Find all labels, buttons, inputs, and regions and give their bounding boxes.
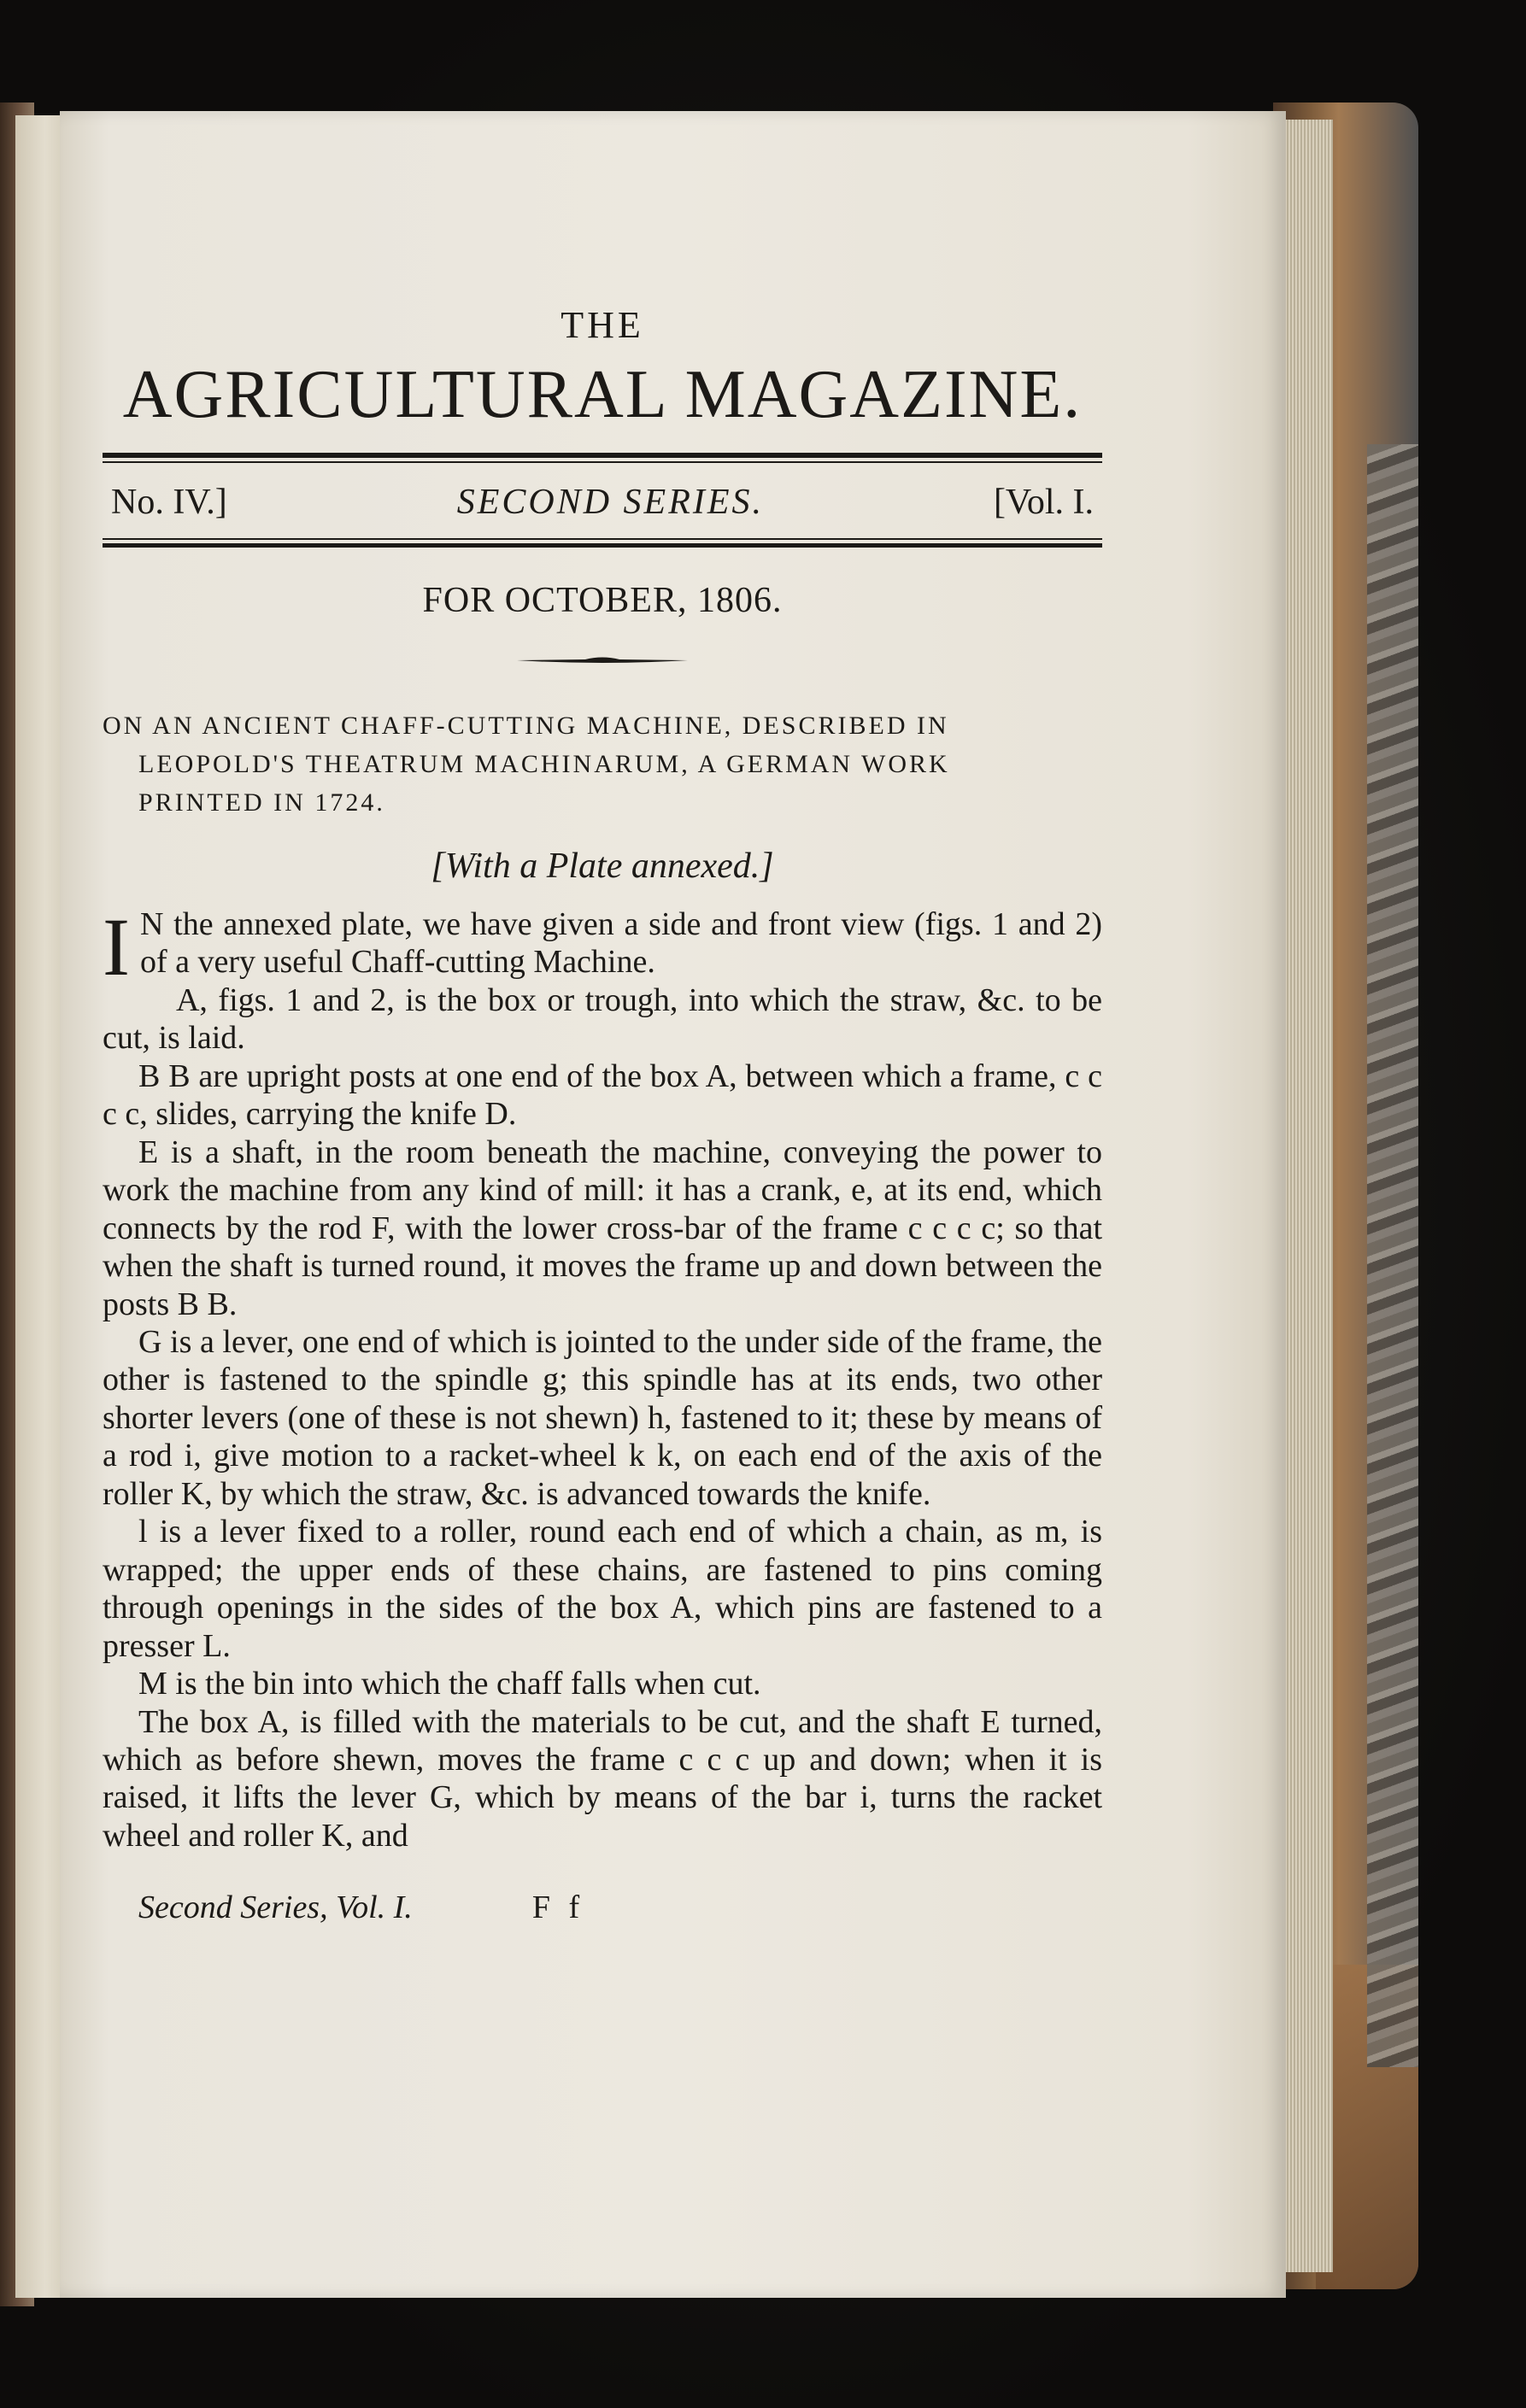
masthead-the: THE: [561, 304, 644, 346]
paragraph: G is a lever, one end of which is jointed to the under side of the frame, the other is fastened to the spindle g; this spindle has at its ends, two other shorter levers (one of these is not shewn) h, fastened to it; these by means of a rod i, give motion to a racket-wheel k k, on each end of the axis of the roller K, by which the straw, &c. is advanced towards the knife.: [103, 1323, 1102, 1512]
heading-line-2: LEOPOLD'S THEATRUM MACHINARUM, A GERMAN WORK: [138, 750, 950, 778]
issue-number: No. IV.]: [111, 483, 227, 522]
marbled-board: [1367, 444, 1418, 2067]
paragraph: M is the bin into which the chaff falls when cut.: [138, 1666, 761, 1702]
volume-label: [Vol. I.: [993, 483, 1094, 522]
drop-cap: I: [103, 901, 130, 993]
article-heading: [103, 706, 1102, 822]
article-body: [103, 901, 1102, 1854]
series-label: SECOND SERIES.: [456, 483, 764, 522]
paragraph: l is a lever fixed to a roller, round each end of which a chain, as m, is wrapped; the upper ends of these chains, are fastened to pins coming through openings in the sides of the box A, which pins are fastened to a presser L.: [103, 1514, 1102, 1664]
paragraph: The box A, is filled with the materials to be cut, and the shaft E turned, which as before shewn, moves the frame c c c up and down; when it is raised, it lifts the lever G, which by means of the bar i, turns the racket wheel and roller K, and: [103, 1703, 1102, 1854]
plate-note: [With a Plate annexed.]: [431, 847, 774, 886]
previous-page-edge: [15, 115, 65, 2298]
signature-mark: F f: [531, 1889, 585, 1926]
masthead-rule-top: [103, 453, 1102, 463]
ornament-icon: [517, 655, 688, 665]
issue-date: FOR OCTOBER, 1806.: [422, 581, 783, 620]
magazine-page: [60, 111, 1286, 2298]
page-footer: [103, 1889, 1102, 1926]
paragraph: B B are upright posts at one end of the box A, between which a frame, c c c c, slides, carrying the knife D.: [103, 1058, 1102, 1133]
footer-series: Second Series, Vol. I.: [138, 1889, 413, 1926]
masthead-rule-bottom: [103, 538, 1102, 548]
heading-line-3: PRINTED IN 1724.: [138, 788, 385, 817]
paragraph: E is a shaft, in the room beneath the machine, conveying the power to work the machine from any kind of mill: it has a crank, e, at its end, which connects by the rod F, with the lower cross-bar of the frame c c c c; so that when the shaft is turned round, it moves the frame up and down between the posts B B.: [103, 1134, 1102, 1322]
heading-line-1: ON AN ANCIENT CHAFF-CUTTING MACHINE, DESCRIBED IN: [103, 712, 949, 740]
paragraph: A, figs. 1 and 2, is the box or trough, into which the straw, &c. to be cut, is laid.: [103, 981, 1102, 1057]
series-line: [103, 482, 1102, 523]
page-edges: [1282, 120, 1333, 2272]
masthead-title: AGRICULTURAL MAGAZINE.: [122, 357, 1083, 432]
paragraph: I N the annexed plate, we have given a side and front view (figs. 1 and 2) of a very useful Chaff-cutting Machine.: [103, 901, 1102, 993]
page-content: [103, 303, 1102, 1926]
ornament-rule: [103, 655, 1102, 665]
